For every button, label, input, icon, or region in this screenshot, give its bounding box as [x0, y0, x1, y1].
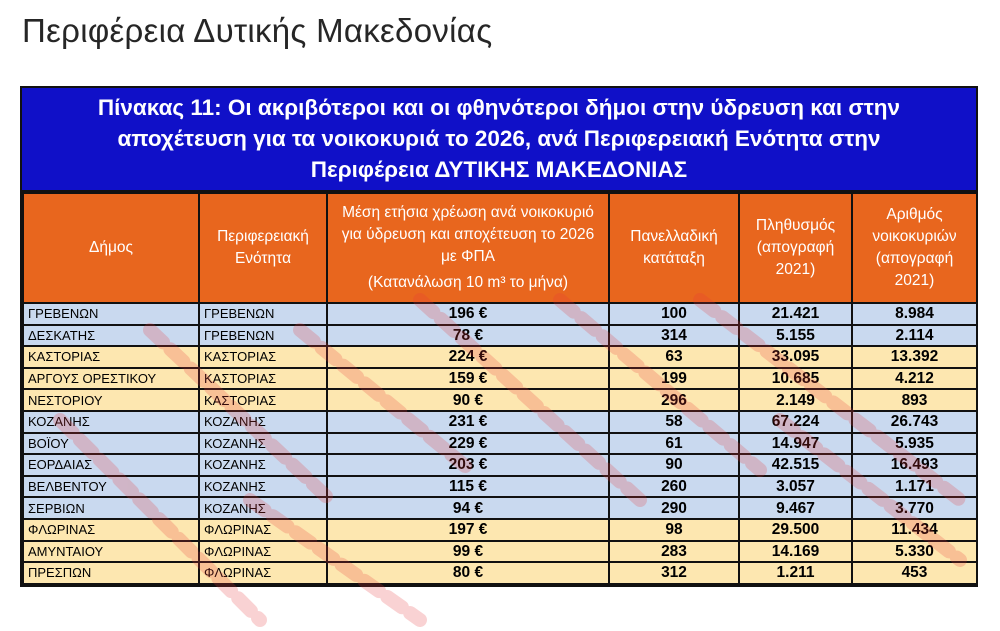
rank-cell: 90: [609, 454, 739, 476]
regional-unit-cell: ΚΑΣΤΟΡΙΑΣ: [199, 346, 327, 368]
charge-cell: 115 €: [327, 476, 609, 498]
municipality-cell: ΑΡΓΟΥΣ ΟΡΕΣΤΙΚΟΥ: [23, 368, 199, 390]
municipality-cell: ΕΟΡΔΑΙΑΣ: [23, 454, 199, 476]
population-cell: 2.149: [739, 389, 852, 411]
population-cell: 1.211: [739, 562, 852, 584]
table-body: [23, 303, 977, 584]
table-row: [23, 303, 977, 325]
population-cell: 42.515: [739, 454, 852, 476]
rank-cell: 98: [609, 519, 739, 541]
households-cell: 8.984: [852, 303, 977, 325]
population-cell: 3.057: [739, 476, 852, 498]
rank-cell: 61: [609, 433, 739, 455]
table-row: [23, 562, 977, 584]
regional-unit-cell: ΦΛΩΡΙΝΑΣ: [199, 541, 327, 563]
population-cell: 5.155: [739, 325, 852, 347]
regional-unit-cell: ΚΟΖΑΝΗΣ: [199, 476, 327, 498]
population-cell: 21.421: [739, 303, 852, 325]
column-header-rank: Πανελλαδική κατάταξη: [609, 193, 739, 303]
column-header-municipality: Δήμος: [23, 193, 199, 303]
regional-unit-cell: ΚΟΖΑΝΗΣ: [199, 411, 327, 433]
table-row: [23, 411, 977, 433]
charge-cell: 99 €: [327, 541, 609, 563]
charge-cell: 203 €: [327, 454, 609, 476]
municipality-cell: ΦΛΩΡΙΝΑΣ: [23, 519, 199, 541]
population-cell: 67.224: [739, 411, 852, 433]
table-header-row: [23, 193, 977, 303]
households-cell: 2.114: [852, 325, 977, 347]
table-row: [23, 454, 977, 476]
charge-cell: 224 €: [327, 346, 609, 368]
column-header-regional-unit: Περιφερειακή Ενότητα: [199, 193, 327, 303]
charge-cell: 80 €: [327, 562, 609, 584]
municipality-cell: ΓΡΕΒΕΝΩΝ: [23, 303, 199, 325]
regional-unit-cell: ΚΑΣΤΟΡΙΑΣ: [199, 389, 327, 411]
table-title-line-3: Περιφέρεια ΔΥΤΙΚΗΣ ΜΑΚΕΔΟΝΙΑΣ: [310, 157, 688, 182]
table-row: [23, 497, 977, 519]
households-cell: 5.935: [852, 433, 977, 455]
charge-cell: 78 €: [327, 325, 609, 347]
households-cell: 893: [852, 389, 977, 411]
rank-cell: 63: [609, 346, 739, 368]
households-cell: 4.212: [852, 368, 977, 390]
population-cell: 10.685: [739, 368, 852, 390]
rank-cell: 296: [609, 389, 739, 411]
municipality-cell: ΒΟΪΟΥ: [23, 433, 199, 455]
households-cell: 13.392: [852, 346, 977, 368]
households-cell: 5.330: [852, 541, 977, 563]
households-cell: 16.493: [852, 454, 977, 476]
population-cell: 29.500: [739, 519, 852, 541]
municipality-cell: ΣΕΡΒΙΩΝ: [23, 497, 199, 519]
households-cell: 453: [852, 562, 977, 584]
table-row: [23, 476, 977, 498]
rank-cell: 58: [609, 411, 739, 433]
charge-cell: 231 €: [327, 411, 609, 433]
regional-unit-cell: ΓΡΕΒΕΝΩΝ: [199, 303, 327, 325]
table-row: [23, 368, 977, 390]
regional-unit-cell: ΚΟΖΑΝΗΣ: [199, 433, 327, 455]
population-cell: 33.095: [739, 346, 852, 368]
municipality-cell: ΝΕΣΤΟΡΙΟΥ: [23, 389, 199, 411]
regional-unit-cell: ΚΟΖΑΝΗΣ: [199, 454, 327, 476]
table-row: [23, 389, 977, 411]
households-cell: 11.434: [852, 519, 977, 541]
charge-cell: 90 €: [327, 389, 609, 411]
regional-unit-cell: ΦΛΩΡΙΝΑΣ: [199, 562, 327, 584]
population-cell: 9.467: [739, 497, 852, 519]
table-title-line-1: Πίνακας 11: Οι ακριβότεροι και οι φθηνότεροι δήμοι στην ύδρευση και στην: [97, 95, 901, 120]
rank-cell: 283: [609, 541, 739, 563]
rank-cell: 314: [609, 325, 739, 347]
column-header-charge-unit: (Κατανάλωση 10 m³ το μήνα): [367, 274, 569, 291]
population-cell: 14.169: [739, 541, 852, 563]
column-header-charge: [327, 193, 609, 303]
data-table-frame: [20, 86, 978, 587]
rank-cell: 312: [609, 562, 739, 584]
rank-cell: 290: [609, 497, 739, 519]
regional-unit-cell: ΚΟΖΑΝΗΣ: [199, 497, 327, 519]
table-row: [23, 433, 977, 455]
regional-unit-cell: ΚΑΣΤΟΡΙΑΣ: [199, 368, 327, 390]
table-row: [23, 325, 977, 347]
households-cell: 26.743: [852, 411, 977, 433]
table-row: [23, 519, 977, 541]
page-heading: Περιφέρεια Δυτικής Μακεδονίας: [22, 12, 493, 49]
regional-unit-cell: ΓΡΕΒΕΝΩΝ: [199, 325, 327, 347]
municipality-cell: ΑΜΥΝΤΑΙΟΥ: [23, 541, 199, 563]
column-header-charge-text: Μέση ετήσια χρέωση ανά νοικοκυριό για ύδρευση και αποχέτευση το 2026 με ΦΠΑ: [341, 204, 595, 265]
table-title-line-2: αποχέτευση για τα νοικοκυριά το 2026, ανά Περιφερειακή Ενότητα στην: [117, 126, 881, 151]
households-cell: 3.770: [852, 497, 977, 519]
column-header-households: Αριθμός νοικοκυριών (απογραφή 2021): [852, 193, 977, 303]
population-cell: 14.947: [739, 433, 852, 455]
table-row: [23, 541, 977, 563]
charge-cell: 196 €: [327, 303, 609, 325]
charge-cell: 159 €: [327, 368, 609, 390]
municipality-cell: ΔΕΣΚΑΤΗΣ: [23, 325, 199, 347]
charge-cell: 94 €: [327, 497, 609, 519]
table-title: [22, 88, 976, 192]
rank-cell: 260: [609, 476, 739, 498]
households-cell: 1.171: [852, 476, 977, 498]
column-header-population: Πληθυσμός (απογραφή 2021): [739, 193, 852, 303]
municipality-cell: ΒΕΛΒΕΝΤΟΥ: [23, 476, 199, 498]
municipality-cell: ΠΡΕΣΠΩΝ: [23, 562, 199, 584]
charge-cell: 197 €: [327, 519, 609, 541]
rank-cell: 199: [609, 368, 739, 390]
regional-unit-cell: ΦΛΩΡΙΝΑΣ: [199, 519, 327, 541]
charge-cell: 229 €: [327, 433, 609, 455]
data-table: [22, 192, 978, 585]
table-row: [23, 346, 977, 368]
rank-cell: 100: [609, 303, 739, 325]
municipality-cell: ΚΟΖΑΝΗΣ: [23, 411, 199, 433]
municipality-cell: ΚΑΣΤΟΡΙΑΣ: [23, 346, 199, 368]
